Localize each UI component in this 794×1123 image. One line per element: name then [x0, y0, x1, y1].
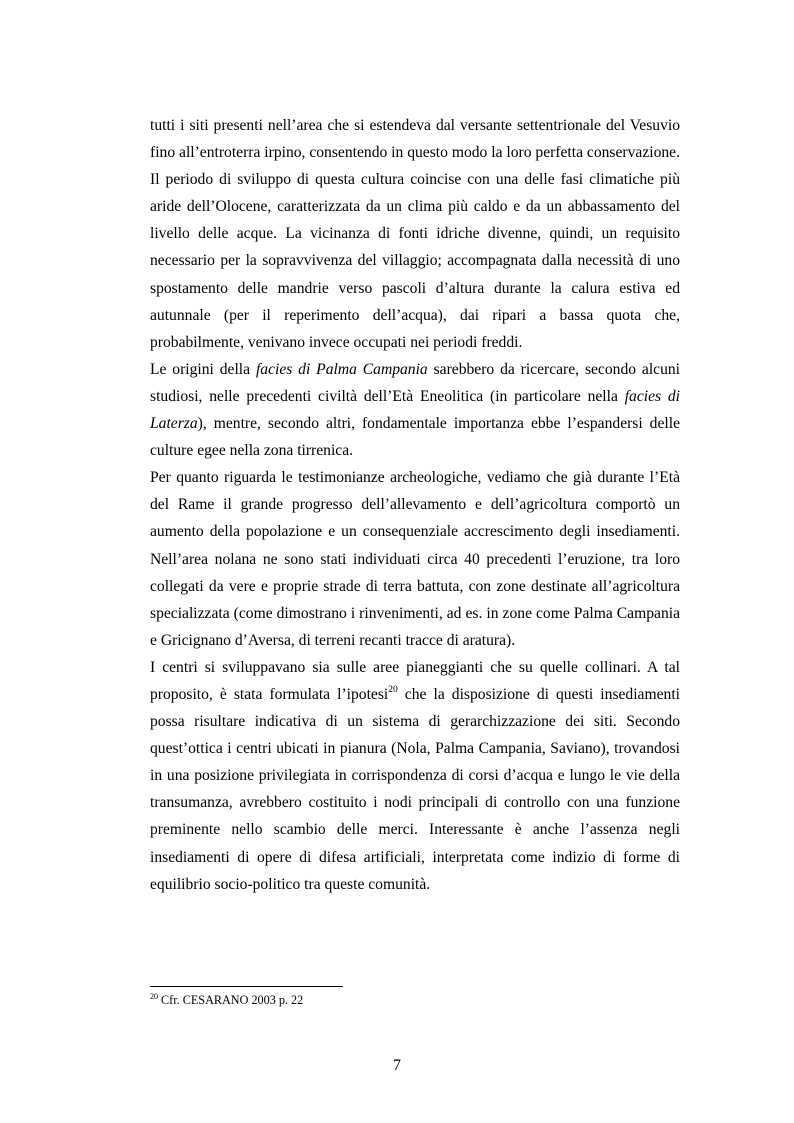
text-run: ), mentre, secondo altri, fondamentale importanza ebbe l’espandersi delle culture egee nella zona tirrenica.: [150, 415, 680, 460]
text-run: Per quanto riguarda le testimonianze archeologiche, vediamo che già durante l’Età del Rame il grande progresso dell’allevamento e dell’agricoltura comportò un aumento della popolazione e un consequenziale accrescimento degli insediamenti. Nell’area nolana ne sono stati individuati circa 40 precedenti l’eruzione, tra loro collegati da vere e proprie strade di terra battuta, con zone destinate all’agricoltura specializzata (come dimostrano i rinvenimenti, ad es. in zone come Palma Campania e Gricignano d’Aversa, di terreni recanti tracce di aratura).: [150, 469, 680, 649]
footnote-text: Cfr. CESARANO 2003 p. 22: [158, 993, 304, 1007]
footnote: [150, 993, 303, 1008]
text-run: sarebbero da ricercare, secondo alcuni studiosi, nelle precedenti civiltà dell’Età Eneolitica (in particolare nella: [150, 360, 681, 405]
footnote-marker: 20: [150, 991, 158, 1001]
italic-term: facies di Laterza: [150, 387, 680, 433]
text-run: che la disposizione di questi insediamenti possa risultare indicativa di un sistema di gerarchizzazione dei siti. Secondo quest’ottica i centri ubicati in pianura (Nola, Palma Campania, Saviano), trovandosi in una posizione privilegiata in corrispondenza di corsi d’acqua e lungo le vie della transumanza, avrebbero costituito i nodi principali di controllo con una funzione preminente nello scambio delle merci. Interessante è anche l’assenza negli insediamenti di opere di difesa artificiali, interpretata come indizio di forme di equilibrio socio-politico tra queste comunità.: [150, 685, 680, 893]
text-run: Le origini della: [150, 360, 256, 378]
footnote-separator: [150, 986, 343, 987]
paragraph: [150, 356, 680, 464]
paragraph: [150, 654, 680, 898]
text-run: tutti i siti presenti nell’area che si estendeva dal versante settentrionale del Vesuvio fino all’entroterra irpino, consentendo in questo modo la loro perfetta conservazione.: [150, 117, 681, 162]
text-run: Il periodo di sviluppo di questa cultura coincise con una delle fasi climatiche più aride dell’Olocene, caratterizzata da un clima più caldo e da un abbassamento del livello delle acque. La vicinanza di fonti idriche divenne, quindi, un requisito necessario per la sopravvivenza del villaggio; accompagnata dalla necessità di uno spostamento delle mandrie verso pascoli d’altura durante la calura estiva ed autunnale (per il reperimento dell’acqua), dai ripari a bassa quota che, probabilmente, venivano invece occupati nei periodi freddi.: [150, 171, 680, 351]
text-run: I centri si sviluppavano sia sulle aree pianeggianti che su quelle collinari. A tal proposito, è stata formulata l’ipotesi: [150, 658, 680, 703]
body-text: [150, 112, 680, 898]
footnote-reference: 20: [388, 684, 398, 695]
paragraph: [150, 166, 680, 356]
paragraph: [150, 464, 680, 654]
page-number: 7: [393, 1057, 401, 1074]
italic-term: facies di Palma Campania: [255, 360, 428, 378]
paragraph: [150, 112, 680, 166]
